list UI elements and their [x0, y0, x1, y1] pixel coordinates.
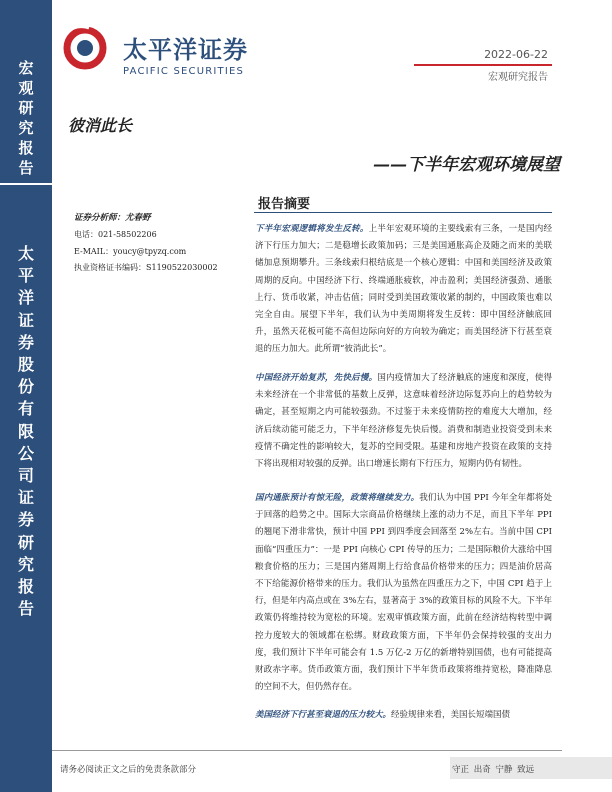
footer-rule [52, 750, 562, 751]
paragraph-body: 上半年宏观环境的主要线索有三条，一是国内经济下行压力加大；二是稳增长政策加码；三是美国通胀高企及随之而来的美联储加息预期攀升。三条线索归根结底是一个核心逻辑：中国和美国经济及政策周期的反向。中国经济下行、终端通胀疲软，冲击盈利；美国经济强劲、通胀上行、货币收紧，冲击估值；同时受到美国政策收紧的制约，中国政策也难以完全自由。展望下半年，我们认为中美周期将发生反转：即中国经济触底回升，虽然天花板可能不高但边际向好的方向较为确定；而美国经济下行甚至衰退的压力加大。此所谓“彼消此长”。 [255, 224, 552, 355]
paragraph-lead: 国内通胀预计有惊无险，政策将继续发力。 [255, 493, 420, 503]
paragraph-lead: 中国经济开始复苏，先快后慢。 [255, 373, 378, 383]
report-date: 2022-06-22 [484, 48, 548, 61]
paragraph-lead: 美国经济下行甚至衰退的压力较大。 [255, 710, 392, 720]
summary-paragraph [255, 370, 552, 473]
sidebar-report-type: 宏观研究报告 [18, 59, 34, 177]
paragraph-body: 经验规律来看，美国长短端国债 [391, 710, 511, 720]
analyst-email: E-MAIL：youcy@tpyzq.com [74, 246, 187, 256]
footer-disclaimer: 请务必阅读正文之后的免责条款部分 [60, 765, 197, 775]
sidebar-divider [0, 183, 52, 185]
header-accent-line [414, 64, 552, 66]
report-title: 彼消此长 [68, 116, 133, 135]
footer-motto: 守正 出奇 宁静 致远 [452, 765, 535, 775]
summary-heading: 报告摘要 [258, 197, 311, 212]
report-subtitle: ——下半年宏观环境展望 [373, 155, 560, 175]
logo-name-cn: 太平洋证券 [123, 36, 248, 64]
analyst-license: 执业资格证书编码：S1190522030002 [74, 263, 218, 273]
summary-rule [254, 212, 552, 213]
pacific-securities-logo-icon [63, 22, 107, 72]
analyst-name: 证券分析师：尤春野 [74, 213, 151, 223]
analyst-phone: 电话：021-58502206 [74, 230, 157, 240]
summary-paragraph [255, 707, 552, 724]
sidebar [0, 0, 52, 792]
paragraph-body: 我们认为中国 PPI 今年全年都将处于回落的趋势之中。国际大宗商品价格继续上涨的动力不足，而且下半年 PPI 的翘尾下滑非常快，预计中国 PPI 到四季度会回落至 2%左右。当前中国 CPI 面临“四重压力”：一是 PPI 向核心 CPI 传导的压力；二是国际粮价大涨给中国粮食价格的压力；三是国内猪周期上行给食品价格带来的压力；四是油价居高不下给能源价格带来的压力。我们认为虽然在四重压力之下，中国 CPI 趋于上行，但是年内高点或在 3%左右，显著高于 3%的政策目标的风险不大。下半年政策仍将维持较为宽松的环境。宏观审慎政策方面，此前在经济结构转型中调控力度较大的领域都在松绑。财政政策方面，下半年仍会保持较强的支出力度，我们预计下半年可能会有 1.5 万亿-2 万亿的新增特别国债，也有可能提高财政赤字率。货币政策方面，我们预计下半年货币政策将维持宽松，降准降息的空间不大，但仍然存在。 [255, 493, 552, 693]
logo-name-en: PACIFIC SECURITIES [123, 66, 245, 77]
summary-paragraph [255, 490, 552, 696]
analyst-info [74, 210, 244, 277]
report-category: 宏观研究报告 [488, 72, 548, 83]
paragraph-body: 国内疫情加大了经济触底的速度和深度，使得未来经济在一个非常低的基数上反弹，这意味着经济边际复苏向上的趋势较为确定，甚至短期之内可能较强劲。不过鉴于未来疫情防控的难度大大增加，经济后续动能可能乏力，下半年经济修复先快后慢。消费和制造业投资受到未来疫情不确定性的影响较大，复苏的空间受限。基建和房地产投资在政策的支持下将出现相对较强的反弹。出口增速长期有下行压力，短期内仍有韧性。 [255, 373, 552, 470]
paragraph-lead: 下半年宏观逻辑将发生反转。 [255, 224, 369, 234]
summary-paragraph [255, 221, 552, 359]
sidebar-company-label: 太平洋证券股份有限公司证券研究报告 [18, 244, 35, 619]
